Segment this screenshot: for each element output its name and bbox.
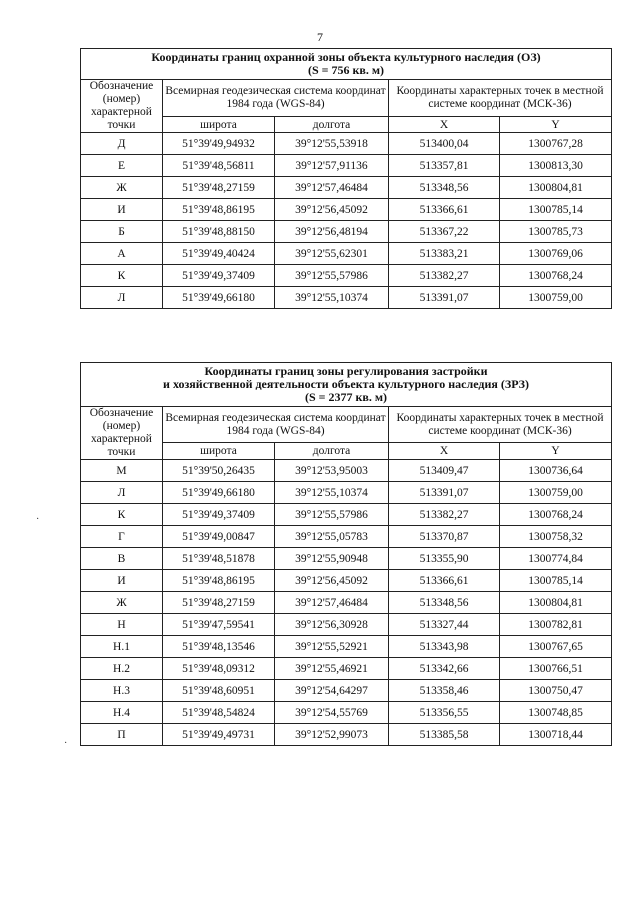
table-row — [81, 155, 612, 177]
table-row — [81, 265, 612, 287]
x-cell: 513370,87 — [389, 526, 500, 548]
y-cell: 1300785,14 — [500, 199, 612, 221]
longitude-cell: 39°12'55,46921 — [275, 658, 389, 680]
point-id-cell: Е — [81, 155, 163, 177]
latitude-cell: 51°39'48,51878 — [163, 548, 275, 570]
longitude-header: долгота — [275, 443, 389, 460]
table-title-line: Координаты границ охранной зоны объекта культурного наследия (ОЗ) — [151, 50, 541, 64]
point-id-cell: Г — [81, 526, 163, 548]
y-cell: 1300767,28 — [500, 133, 612, 155]
y-cell: 1300759,00 — [500, 287, 612, 309]
longitude-cell: 39°12'55,90948 — [275, 548, 389, 570]
y-cell: 1300785,14 — [500, 570, 612, 592]
point-id-cell: Н.3 — [81, 680, 163, 702]
table-row — [81, 133, 612, 155]
latitude-cell: 51°39'48,27159 — [163, 592, 275, 614]
x-cell: 513366,61 — [389, 199, 500, 221]
longitude-cell: 39°12'55,62301 — [275, 243, 389, 265]
table-row — [81, 658, 612, 680]
longitude-cell: 39°12'55,05783 — [275, 526, 389, 548]
point-id-cell: П — [81, 724, 163, 746]
latitude-cell: 51°39'49,37409 — [163, 504, 275, 526]
y-cell: 1300785,73 — [500, 221, 612, 243]
table-row — [81, 702, 612, 724]
y-cell: 1300804,81 — [500, 592, 612, 614]
x-cell: 513342,66 — [389, 658, 500, 680]
x-cell: 513348,56 — [389, 592, 500, 614]
point-column-header: Обозначение (номер) характерной точки — [81, 80, 163, 133]
x-cell: 513367,22 — [389, 221, 500, 243]
latitude-cell: 51°39'47,59541 — [163, 614, 275, 636]
x-cell: 513382,27 — [389, 504, 500, 526]
table-row — [81, 614, 612, 636]
point-id-cell: Н.1 — [81, 636, 163, 658]
latitude-cell: 51°39'49,66180 — [163, 287, 275, 309]
longitude-cell: 39°12'57,91136 — [275, 155, 389, 177]
x-cell: 513391,07 — [389, 482, 500, 504]
point-id-cell: Л — [81, 482, 163, 504]
point-id-cell: Ж — [81, 592, 163, 614]
table-area-line: (S = 2377 кв. м) — [304, 390, 388, 404]
y-cell: 1300774,84 — [500, 548, 612, 570]
table-header-row — [81, 407, 612, 443]
x-header: X — [389, 443, 500, 460]
table-title-row — [81, 49, 612, 80]
longitude-cell: 39°12'53,95003 — [275, 460, 389, 482]
x-cell: 513355,90 — [389, 548, 500, 570]
point-id-cell: К — [81, 265, 163, 287]
y-cell: 1300718,44 — [500, 724, 612, 746]
table-row — [81, 570, 612, 592]
longitude-cell: 39°12'57,46484 — [275, 592, 389, 614]
point-column-header: Обозначение (номер) характерной точки — [81, 407, 163, 460]
x-cell: 513391,07 — [389, 287, 500, 309]
point-id-cell: К — [81, 504, 163, 526]
point-id-cell: Н.2 — [81, 658, 163, 680]
y-cell: 1300748,85 — [500, 702, 612, 724]
y-cell: 1300768,24 — [500, 265, 612, 287]
msk-column-header: Координаты характерных точек в местной системе координат (МСК-36) — [389, 407, 612, 443]
latitude-cell: 51°39'49,66180 — [163, 482, 275, 504]
longitude-cell: 39°12'57,46484 — [275, 177, 389, 199]
table-row — [81, 482, 612, 504]
latitude-header: широта — [163, 117, 275, 133]
x-cell: 513382,27 — [389, 265, 500, 287]
y-cell: 1300782,81 — [500, 614, 612, 636]
x-cell: 513327,44 — [389, 614, 500, 636]
latitude-cell: 51°39'48,56811 — [163, 155, 275, 177]
latitude-cell: 51°39'48,60951 — [163, 680, 275, 702]
latitude-cell: 51°39'49,40424 — [163, 243, 275, 265]
latitude-cell: 51°39'48,88150 — [163, 221, 275, 243]
point-id-cell: Ж — [81, 177, 163, 199]
table-area-line: (S = 756 кв. м) — [307, 63, 385, 77]
table-row — [81, 221, 612, 243]
latitude-cell: 51°39'48,13546 — [163, 636, 275, 658]
point-id-cell: В — [81, 548, 163, 570]
longitude-cell: 39°12'52,99073 — [275, 724, 389, 746]
point-id-cell: Н.4 — [81, 702, 163, 724]
table-row — [81, 680, 612, 702]
table-row — [81, 526, 612, 548]
msk-column-header: Координаты характерных точек в местной системе координат (МСК-36) — [389, 80, 612, 117]
x-cell: 513343,98 — [389, 636, 500, 658]
table-row — [81, 243, 612, 265]
y-cell: 1300750,47 — [500, 680, 612, 702]
point-id-cell: И — [81, 570, 163, 592]
longitude-cell: 39°12'54,55769 — [275, 702, 389, 724]
x-cell: 513400,04 — [389, 133, 500, 155]
point-id-cell: Д — [81, 133, 163, 155]
y-header: Y — [500, 117, 612, 133]
y-cell: 1300813,30 — [500, 155, 612, 177]
x-cell: 513356,55 — [389, 702, 500, 724]
scan-speck: · — [36, 514, 40, 525]
latitude-cell: 51°39'49,00847 — [163, 526, 275, 548]
table-title — [81, 49, 612, 80]
longitude-cell: 39°12'55,53918 — [275, 133, 389, 155]
x-cell: 513366,61 — [389, 570, 500, 592]
wgs-column-header: Всемирная геодезическая система координат 1984 года (WGS-84) — [163, 407, 389, 443]
latitude-cell: 51°39'48,09312 — [163, 658, 275, 680]
point-id-cell: М — [81, 460, 163, 482]
y-cell: 1300804,81 — [500, 177, 612, 199]
latitude-cell: 51°39'48,86195 — [163, 570, 275, 592]
table-row — [81, 177, 612, 199]
y-header: Y — [500, 443, 612, 460]
table-row — [81, 287, 612, 309]
x-cell: 513358,46 — [389, 680, 500, 702]
point-id-cell: А — [81, 243, 163, 265]
x-cell: 513383,21 — [389, 243, 500, 265]
table-row — [81, 460, 612, 482]
point-id-cell: Б — [81, 221, 163, 243]
longitude-cell: 39°12'55,57986 — [275, 265, 389, 287]
oz-coordinates-table — [80, 48, 612, 309]
longitude-header: долгота — [275, 117, 389, 133]
page-number: 7 — [317, 30, 323, 44]
latitude-cell: 51°39'50,26435 — [163, 460, 275, 482]
x-header: X — [389, 117, 500, 133]
y-cell: 1300758,32 — [500, 526, 612, 548]
latitude-cell: 51°39'49,94932 — [163, 133, 275, 155]
table-row — [81, 592, 612, 614]
table-title — [81, 363, 612, 407]
table-row — [81, 724, 612, 746]
x-cell: 513385,58 — [389, 724, 500, 746]
longitude-cell: 39°12'55,10374 — [275, 482, 389, 504]
y-cell: 1300766,51 — [500, 658, 612, 680]
zrz-coordinates-table — [80, 362, 612, 746]
latitude-cell: 51°39'48,86195 — [163, 199, 275, 221]
table-row — [81, 636, 612, 658]
longitude-cell: 39°12'55,10374 — [275, 287, 389, 309]
table-title-line: и хозяйственной деятельности объекта культурного наследия (ЗРЗ) — [163, 377, 529, 391]
longitude-cell: 39°12'56,45092 — [275, 199, 389, 221]
latitude-cell: 51°39'48,27159 — [163, 177, 275, 199]
x-cell: 513409,47 — [389, 460, 500, 482]
latitude-header: широта — [163, 443, 275, 460]
table-row — [81, 548, 612, 570]
point-id-cell: Л — [81, 287, 163, 309]
point-id-cell: Н — [81, 614, 163, 636]
point-id-cell: И — [81, 199, 163, 221]
table-title-row — [81, 363, 612, 407]
table-header-row — [81, 80, 612, 117]
latitude-cell: 51°39'49,49731 — [163, 724, 275, 746]
x-cell: 513357,81 — [389, 155, 500, 177]
longitude-cell: 39°12'56,30928 — [275, 614, 389, 636]
latitude-cell: 51°39'48,54824 — [163, 702, 275, 724]
y-cell: 1300769,06 — [500, 243, 612, 265]
longitude-cell: 39°12'54,64297 — [275, 680, 389, 702]
longitude-cell: 39°12'56,48194 — [275, 221, 389, 243]
table-row — [81, 199, 612, 221]
x-cell: 513348,56 — [389, 177, 500, 199]
longitude-cell: 39°12'56,45092 — [275, 570, 389, 592]
y-cell: 1300767,65 — [500, 636, 612, 658]
y-cell: 1300768,24 — [500, 504, 612, 526]
latitude-cell: 51°39'49,37409 — [163, 265, 275, 287]
longitude-cell: 39°12'55,52921 — [275, 636, 389, 658]
scan-speck: · — [64, 738, 68, 749]
longitude-cell: 39°12'55,57986 — [275, 504, 389, 526]
y-cell: 1300736,64 — [500, 460, 612, 482]
y-cell: 1300759,00 — [500, 482, 612, 504]
table-row — [81, 504, 612, 526]
wgs-column-header: Всемирная геодезическая система координат 1984 года (WGS-84) — [163, 80, 389, 117]
table-title-line: Координаты границ зоны регулирования застройки — [204, 364, 488, 378]
